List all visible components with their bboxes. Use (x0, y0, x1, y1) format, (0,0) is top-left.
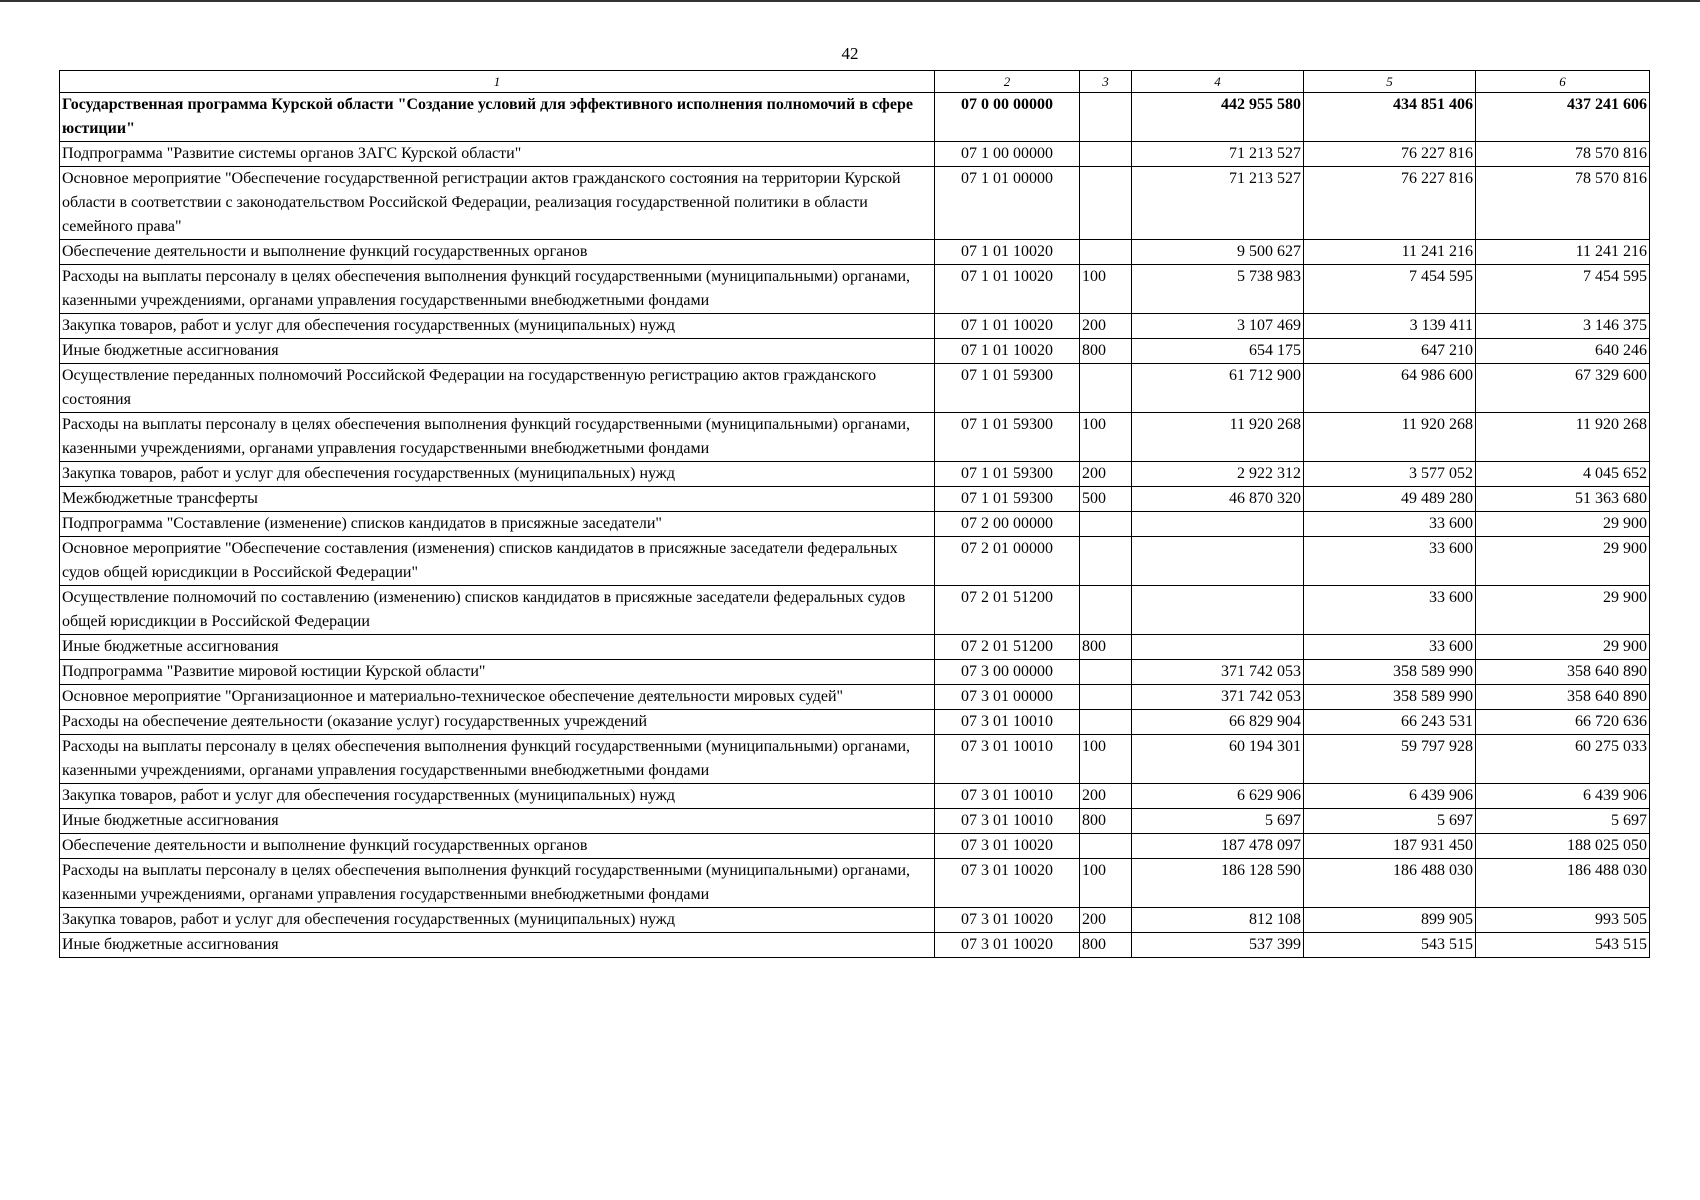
table-row (60, 586, 1650, 635)
table-row (60, 859, 1650, 908)
amount-col4-cell: 71 213 527 (1132, 167, 1304, 240)
amount-col4-cell: 442 955 580 (1132, 93, 1304, 142)
amount-col6-cell: 66 720 636 (1476, 710, 1650, 735)
table-row (60, 635, 1650, 660)
column-number-row (60, 71, 1650, 93)
item-name-cell: Закупка товаров, работ и услуг для обеспечения государственных (муниципальных) нужд (60, 462, 935, 487)
amount-col6-cell: 51 363 680 (1476, 487, 1650, 512)
classification-code-cell: 07 1 01 10020 (935, 240, 1080, 265)
item-name-cell: Расходы на обеспечение деятельности (оказание услуг) государственных учреждений (60, 710, 935, 735)
amount-col5-cell: 33 600 (1304, 586, 1476, 635)
table-row (60, 265, 1650, 314)
expense-type-cell (1080, 167, 1132, 240)
amount-col5-cell: 33 600 (1304, 512, 1476, 537)
amount-col5-cell: 49 489 280 (1304, 487, 1476, 512)
table-row (60, 240, 1650, 265)
amount-col4-cell: 812 108 (1132, 908, 1304, 933)
item-name-cell: Расходы на выплаты персоналу в целях обеспечения выполнения функций государственными (муниципальными) органами, казенными учреждениями, органами управления государственными внебюджетными фондами (60, 859, 935, 908)
table-row (60, 462, 1650, 487)
classification-code-cell: 07 0 00 00000 (935, 93, 1080, 142)
expense-type-cell: 500 (1080, 487, 1132, 512)
amount-col4-cell: 5 738 983 (1132, 265, 1304, 314)
amount-col5-cell: 33 600 (1304, 635, 1476, 660)
item-name-cell: Расходы на выплаты персоналу в целях обеспечения выполнения функций государственными (муниципальными) органами, казенными учреждениями, органами управления государственными внебюджетными фондами (60, 413, 935, 462)
item-name-cell: Иные бюджетные ассигнования (60, 809, 935, 834)
item-name-cell: Осуществление переданных полномочий Российской Федерации на государственную регистрацию актов гражданского состояния (60, 364, 935, 413)
table-row (60, 364, 1650, 413)
amount-col4-cell: 2 922 312 (1132, 462, 1304, 487)
expense-type-cell: 800 (1080, 339, 1132, 364)
amount-col6-cell: 6 439 906 (1476, 784, 1650, 809)
expense-type-cell (1080, 142, 1132, 167)
amount-col6-cell: 4 045 652 (1476, 462, 1650, 487)
amount-col4-cell: 66 829 904 (1132, 710, 1304, 735)
expense-type-cell: 100 (1080, 859, 1132, 908)
item-name-cell: Межбюджетные трансферты (60, 487, 935, 512)
item-name-cell: Иные бюджетные ассигнования (60, 339, 935, 364)
classification-code-cell: 07 3 01 10010 (935, 735, 1080, 784)
classification-code-cell: 07 1 01 59300 (935, 462, 1080, 487)
table-row (60, 314, 1650, 339)
expense-type-cell (1080, 240, 1132, 265)
item-name-cell: Основное мероприятие "Обеспечение государственной регистрации актов гражданского состояния на территории Курской области в соответствии с законодательством Российской Федерации, реализация государственной политики в области семейного права" (60, 167, 935, 240)
budget-table (59, 70, 1650, 958)
expense-type-cell: 800 (1080, 933, 1132, 958)
classification-code-cell: 07 3 01 10010 (935, 809, 1080, 834)
item-name-cell: Обеспечение деятельности и выполнение функций государственных органов (60, 834, 935, 859)
item-name-cell: Государственная программа Курской области "Создание условий для эффективного исполнения полномочий в сфере юстиции" (60, 93, 935, 142)
amount-col6-cell: 358 640 890 (1476, 685, 1650, 710)
amount-col4-cell: 371 742 053 (1132, 660, 1304, 685)
table-row (60, 710, 1650, 735)
amount-col5-cell: 66 243 531 (1304, 710, 1476, 735)
amount-col6-cell: 7 454 595 (1476, 265, 1650, 314)
amount-col6-cell: 11 920 268 (1476, 413, 1650, 462)
amount-col4-cell (1132, 586, 1304, 635)
amount-col5-cell: 11 920 268 (1304, 413, 1476, 462)
amount-col6-cell: 67 329 600 (1476, 364, 1650, 413)
classification-code-cell: 07 2 01 51200 (935, 586, 1080, 635)
amount-col6-cell: 437 241 606 (1476, 93, 1650, 142)
amount-col6-cell: 78 570 816 (1476, 142, 1650, 167)
expense-type-cell: 200 (1080, 462, 1132, 487)
column-header: 5 (1304, 71, 1476, 93)
expense-type-cell: 100 (1080, 413, 1132, 462)
classification-code-cell: 07 1 01 10020 (935, 339, 1080, 364)
top-rule (0, 0, 1700, 2)
item-name-cell: Иные бюджетные ассигнования (60, 635, 935, 660)
classification-code-cell: 07 3 00 00000 (935, 660, 1080, 685)
amount-col6-cell: 358 640 890 (1476, 660, 1650, 685)
amount-col4-cell: 9 500 627 (1132, 240, 1304, 265)
table-row (60, 660, 1650, 685)
classification-code-cell: 07 1 01 59300 (935, 364, 1080, 413)
classification-code-cell: 07 1 01 59300 (935, 413, 1080, 462)
item-name-cell: Обеспечение деятельности и выполнение функций государственных органов (60, 240, 935, 265)
amount-col4-cell: 537 399 (1132, 933, 1304, 958)
amount-col6-cell: 29 900 (1476, 537, 1650, 586)
expense-type-cell (1080, 512, 1132, 537)
table-row (60, 142, 1650, 167)
item-name-cell: Расходы на выплаты персоналу в целях обеспечения выполнения функций государственными (муниципальными) органами, казенными учреждениями, органами управления государственными внебюджетными фондами (60, 265, 935, 314)
amount-col5-cell: 358 589 990 (1304, 685, 1476, 710)
expense-type-cell (1080, 537, 1132, 586)
amount-col6-cell: 29 900 (1476, 512, 1650, 537)
expense-type-cell: 100 (1080, 265, 1132, 314)
expense-type-cell: 200 (1080, 784, 1132, 809)
amount-col5-cell: 76 227 816 (1304, 167, 1476, 240)
amount-col5-cell: 59 797 928 (1304, 735, 1476, 784)
classification-code-cell: 07 2 00 00000 (935, 512, 1080, 537)
item-name-cell: Основное мероприятие "Обеспечение составления (изменения) списков кандидатов в присяжные заседатели федеральных судов общей юрисдикции в Российской Федерации" (60, 537, 935, 586)
classification-code-cell: 07 1 01 00000 (935, 167, 1080, 240)
classification-code-cell: 07 1 01 10020 (935, 265, 1080, 314)
classification-code-cell: 07 3 01 10010 (935, 784, 1080, 809)
table-row (60, 735, 1650, 784)
table-row (60, 933, 1650, 958)
classification-code-cell: 07 3 01 10020 (935, 834, 1080, 859)
amount-col4-cell: 60 194 301 (1132, 735, 1304, 784)
classification-code-cell: 07 3 01 10020 (935, 908, 1080, 933)
amount-col4-cell (1132, 512, 1304, 537)
amount-col5-cell: 64 986 600 (1304, 364, 1476, 413)
classification-code-cell: 07 2 01 51200 (935, 635, 1080, 660)
expense-type-cell (1080, 710, 1132, 735)
item-name-cell: Основное мероприятие "Организационное и материально-техническое обеспечение деятельности мировых судей" (60, 685, 935, 710)
amount-col5-cell: 3 139 411 (1304, 314, 1476, 339)
amount-col5-cell: 543 515 (1304, 933, 1476, 958)
amount-col5-cell: 7 454 595 (1304, 265, 1476, 314)
table-row (60, 413, 1650, 462)
classification-code-cell: 07 3 01 10020 (935, 933, 1080, 958)
amount-col6-cell: 3 146 375 (1476, 314, 1650, 339)
expense-type-cell: 100 (1080, 735, 1132, 784)
amount-col4-cell: 11 920 268 (1132, 413, 1304, 462)
amount-col6-cell: 640 246 (1476, 339, 1650, 364)
amount-col4-cell: 6 629 906 (1132, 784, 1304, 809)
item-name-cell: Подпрограмма "Развитие системы органов ЗАГС Курской области" (60, 142, 935, 167)
expense-type-cell (1080, 685, 1132, 710)
amount-col6-cell: 186 488 030 (1476, 859, 1650, 908)
amount-col6-cell: 5 697 (1476, 809, 1650, 834)
column-header: 4 (1132, 71, 1304, 93)
table-body (60, 93, 1650, 958)
expense-type-cell (1080, 93, 1132, 142)
amount-col4-cell: 5 697 (1132, 809, 1304, 834)
table-row (60, 908, 1650, 933)
amount-col5-cell: 187 931 450 (1304, 834, 1476, 859)
expense-type-cell: 200 (1080, 908, 1132, 933)
expense-type-cell (1080, 586, 1132, 635)
amount-col5-cell: 5 697 (1304, 809, 1476, 834)
item-name-cell: Закупка товаров, работ и услуг для обеспечения государственных (муниципальных) нужд (60, 908, 935, 933)
classification-code-cell: 07 3 01 10010 (935, 710, 1080, 735)
amount-col5-cell: 186 488 030 (1304, 859, 1476, 908)
item-name-cell: Иные бюджетные ассигнования (60, 933, 935, 958)
amount-col4-cell: 187 478 097 (1132, 834, 1304, 859)
page-number: 42 (841, 44, 859, 63)
column-header: 6 (1476, 71, 1650, 93)
item-name-cell: Подпрограмма "Составление (изменение) списков кандидатов в присяжные заседатели" (60, 512, 935, 537)
amount-col6-cell: 60 275 033 (1476, 735, 1650, 784)
expense-type-cell: 800 (1080, 809, 1132, 834)
classification-code-cell: 07 3 01 00000 (935, 685, 1080, 710)
column-header: 1 (60, 71, 935, 93)
amount-col6-cell: 993 505 (1476, 908, 1650, 933)
table-row (60, 487, 1650, 512)
table-row (60, 93, 1650, 142)
amount-col5-cell: 899 905 (1304, 908, 1476, 933)
amount-col5-cell: 33 600 (1304, 537, 1476, 586)
amount-col6-cell: 11 241 216 (1476, 240, 1650, 265)
amount-col6-cell: 29 900 (1476, 586, 1650, 635)
table-row (60, 834, 1650, 859)
amount-col5-cell: 76 227 816 (1304, 142, 1476, 167)
table-row (60, 809, 1650, 834)
amount-col4-cell: 46 870 320 (1132, 487, 1304, 512)
column-header: 2 (935, 71, 1080, 93)
amount-col4-cell (1132, 635, 1304, 660)
amount-col6-cell: 543 515 (1476, 933, 1650, 958)
item-name-cell: Подпрограмма "Развитие мировой юстиции Курской области" (60, 660, 935, 685)
expense-type-cell (1080, 660, 1132, 685)
expense-type-cell (1080, 834, 1132, 859)
amount-col6-cell: 78 570 816 (1476, 167, 1650, 240)
table-row (60, 784, 1650, 809)
amount-col4-cell: 61 712 900 (1132, 364, 1304, 413)
table-row (60, 512, 1650, 537)
amount-col4-cell: 71 213 527 (1132, 142, 1304, 167)
amount-col5-cell: 3 577 052 (1304, 462, 1476, 487)
amount-col4-cell: 3 107 469 (1132, 314, 1304, 339)
amount-col5-cell: 11 241 216 (1304, 240, 1476, 265)
classification-code-cell: 07 1 01 59300 (935, 487, 1080, 512)
item-name-cell: Осуществление полномочий по составлению (изменению) списков кандидатов в присяжные заседатели федеральных судов общей юрисдикции в Российской Федерации (60, 586, 935, 635)
classification-code-cell: 07 2 01 00000 (935, 537, 1080, 586)
amount-col5-cell: 647 210 (1304, 339, 1476, 364)
classification-code-cell: 07 3 01 10020 (935, 859, 1080, 908)
item-name-cell: Закупка товаров, работ и услуг для обеспечения государственных (муниципальных) нужд (60, 314, 935, 339)
amount-col6-cell: 188 025 050 (1476, 834, 1650, 859)
amount-col4-cell (1132, 537, 1304, 586)
expense-type-cell (1080, 364, 1132, 413)
table-row (60, 167, 1650, 240)
expense-type-cell: 200 (1080, 314, 1132, 339)
table-row (60, 339, 1650, 364)
amount-col4-cell: 654 175 (1132, 339, 1304, 364)
column-header: 3 (1080, 71, 1132, 93)
expense-type-cell: 800 (1080, 635, 1132, 660)
classification-code-cell: 07 1 00 00000 (935, 142, 1080, 167)
amount-col6-cell: 29 900 (1476, 635, 1650, 660)
amount-col5-cell: 434 851 406 (1304, 93, 1476, 142)
item-name-cell: Закупка товаров, работ и услуг для обеспечения государственных (муниципальных) нужд (60, 784, 935, 809)
amount-col4-cell: 371 742 053 (1132, 685, 1304, 710)
amount-col5-cell: 6 439 906 (1304, 784, 1476, 809)
item-name-cell: Расходы на выплаты персоналу в целях обеспечения выполнения функций государственными (муниципальными) органами, казенными учреждениями, органами управления государственными внебюджетными фондами (60, 735, 935, 784)
amount-col5-cell: 358 589 990 (1304, 660, 1476, 685)
classification-code-cell: 07 1 01 10020 (935, 314, 1080, 339)
table-row (60, 537, 1650, 586)
amount-col4-cell: 186 128 590 (1132, 859, 1304, 908)
table-row (60, 685, 1650, 710)
